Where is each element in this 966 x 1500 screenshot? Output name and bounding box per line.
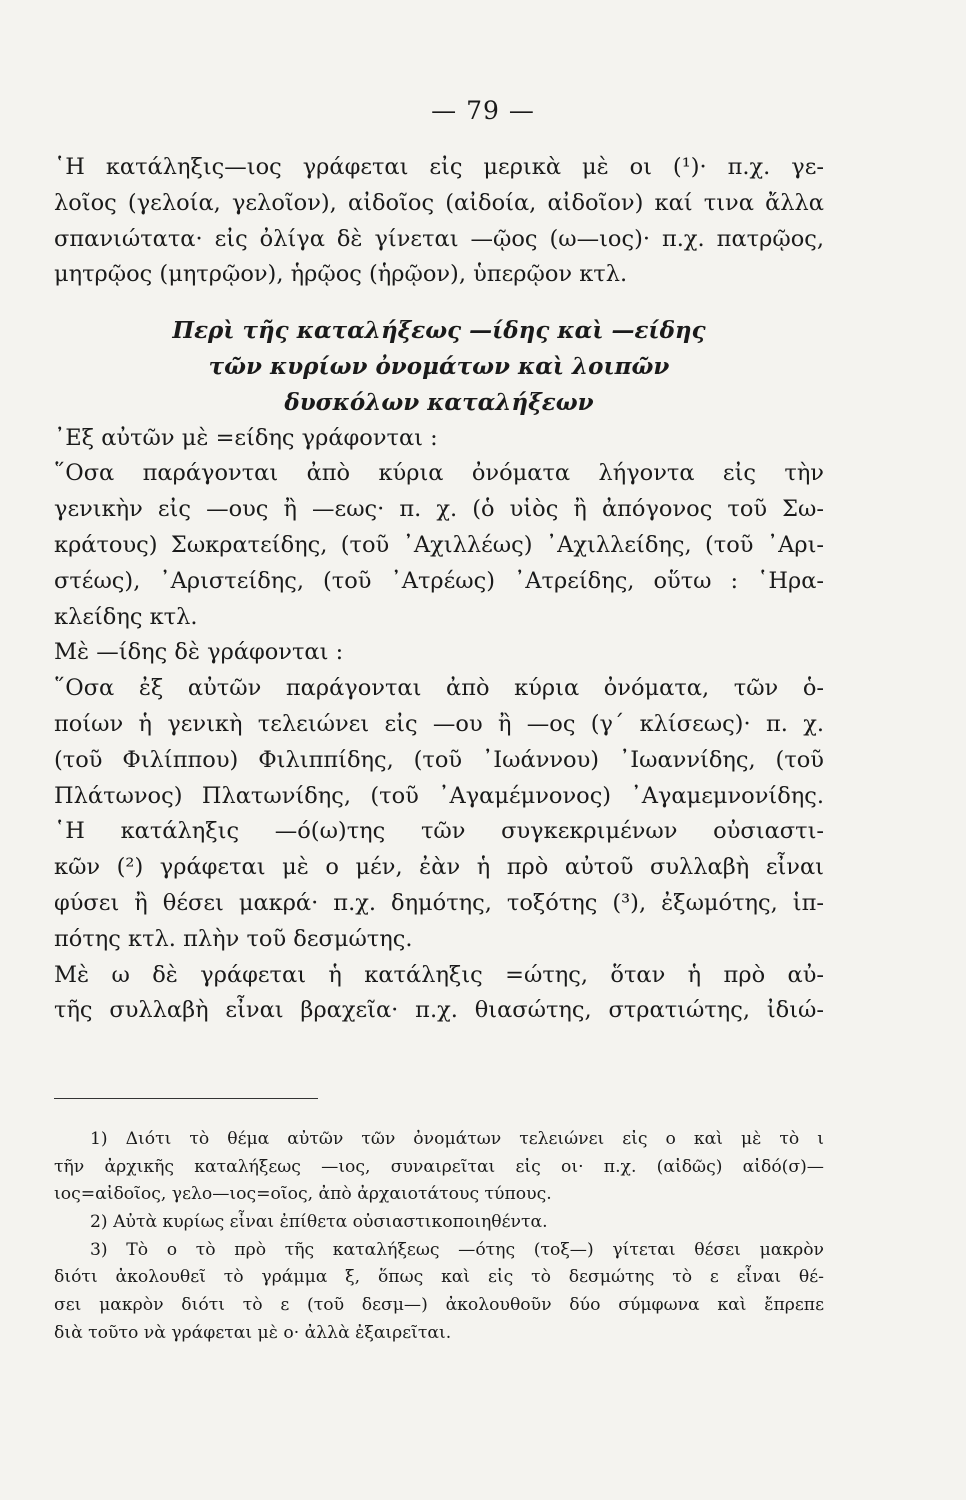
footnotes bbox=[54, 1126, 824, 1348]
text-line: ῾Η κατάληξις—ιος γράφεται εἰς μερικὰ μὲ οι (¹)· π.χ. γε- bbox=[54, 154, 824, 180]
footnote-line: διὰ τοῦτο νὰ γράφεται μὲ ο· ἀλλὰ ἐξαιρεῖται. bbox=[54, 1322, 452, 1343]
text-line: ᾿Εξ αὐτῶν μὲ =είδης γράφονται : bbox=[54, 424, 438, 451]
text-line: λοῖος (γελοία, γελοῖον), αἰδοῖος (αἰδοία, αἰδοῖον) καί τινα ἄλλα bbox=[54, 189, 824, 216]
main-text bbox=[54, 150, 824, 1029]
footnote-line: ιος=αἰδοῖος, γελο—ιος=οῖος, ἀπὸ ἀρχαιοτάτους τύπους. bbox=[54, 1184, 552, 1205]
text-line: σπανιώτατα· εἰς ὀλίγα δὲ γίνεται —ῷος (ω—ιος)· π.χ. πατρῷος, bbox=[54, 225, 824, 252]
text-line: κράτους) Σωκρατείδης, (τοῦ ᾿Αχιλλέως) ᾿Αχιλλείδης, (τοῦ ᾿Αρι- bbox=[54, 531, 824, 558]
footnote-line: 1) Διότι τὸ θέμα αὐτῶν τῶν ὀνομάτων τελειώνει εἰς ο καὶ μὲ τὸ ι bbox=[90, 1129, 824, 1149]
text-line: κλείδης κτλ. bbox=[54, 603, 198, 630]
text-line: πότης κτλ. πλὴν τοῦ δεσμώτης. bbox=[54, 925, 413, 952]
footnote-divider bbox=[54, 1098, 318, 1099]
text-line: Μὲ —ίδης δὲ γράφονται : bbox=[54, 639, 344, 666]
section-heading: τῶν κυρίων ὀνομάτων καὶ λοιπῶν bbox=[208, 352, 670, 380]
text-line: ῞Οσα παράγονται ἀπὸ κύρια ὀνόματα λήγοντα εἰς τὴν bbox=[54, 460, 824, 487]
text-line: φύσει ἢ θέσει μακρά· π.χ. δημότης, τοξότης (³), ἐξωμότης, ἱπ- bbox=[54, 889, 824, 916]
text-line: (τοῦ Φιλίππου) Φιλιππίδης, (τοῦ ᾿Ιωάννου) ᾿Ιωαννίδης, (τοῦ bbox=[54, 746, 824, 773]
section-heading: δυσκόλων καταλήξεων bbox=[284, 388, 594, 416]
text-line: Μὲ ω δὲ γράφεται ἡ κατάληξις =ώτης, ὅταν ἡ πρὸ αὐ- bbox=[54, 961, 824, 988]
text-line: ῾Η κατάληξις —ό(ω)της τῶν συγκεκριμένων οὐσιαστι- bbox=[54, 818, 824, 845]
footnote-line: 2) Αὐτὰ κυρίως εἶναι ἐπίθετα οὐσιαστικοποιηθέντα. bbox=[90, 1212, 548, 1233]
text-line: ποίων ἡ γενικὴ τελειώνει εἰς —ου ἢ —ος (γ΄ κλίσεως)· π. χ. bbox=[54, 710, 824, 737]
footnote-line: σει μακρὸν διότι τὸ ε (τοῦ δεσμ—) ἀκολουθοῦν δύο σύμφωνα καὶ ἔπρεπε bbox=[54, 1295, 824, 1316]
text-line: ῞Οσα ἐξ αὐτῶν παράγονται ἀπὸ κύρια ὀνόματα, τῶν ὁ- bbox=[54, 675, 824, 702]
page-number: — 79 — bbox=[431, 96, 535, 125]
text-line: στέως), ᾿Αριστείδης, (τοῦ ᾿Ατρέως) ᾿Ατρείδης, οὕτω : ῾Ηρα- bbox=[54, 567, 824, 594]
footnote-line: τῆν ἀρχικῆς καταλήξεως —ιος, συναιρεῖται εἰς οι· π.χ. (αἰδῶς) αἰδό(σ)— bbox=[54, 1156, 824, 1177]
footnote-line: 3) Τὸ ο τὸ πρὸ τῆς καταλήξεως —ότης (τοξ—) γίτεται θέσει μακρὸν bbox=[90, 1239, 824, 1260]
text-line: κῶν (²) γράφεται μὲ ο μέν, ἐὰν ἡ πρὸ αὐτοῦ συλλαβὴ εἶναι bbox=[54, 854, 824, 881]
text-line: Πλάτωνος) Πλατωνίδης, (τοῦ ᾿Αγαμέμνονος) ᾿Αγαμεμνονίδης. bbox=[54, 782, 824, 809]
text-line: μητρῷος (μητρῷον), ἡρῷος (ἡρῷον), ὑπερῷον κτλ. bbox=[54, 261, 628, 288]
footnote-line: διότι ἀκολουθεῖ τὸ γράμμα ξ, ὅπως καὶ εἰς τὸ δεσμώτης τὸ ε εἶναι θέ- bbox=[54, 1267, 824, 1288]
text-line: τῆς συλλαβὴ εἶναι βραχεῖα· π.χ. θιασώτης, στρατιώτης, ἰδιώ- bbox=[54, 997, 824, 1024]
section-heading: Περὶ τῆς καταλήξεως —ίδης καὶ —είδης bbox=[172, 317, 706, 345]
text-line: γενικὴν εἰς —ους ἢ —εως· π. χ. (ὁ υἱὸς ἢ ἀπόγονος τοῦ Σω- bbox=[54, 496, 824, 523]
